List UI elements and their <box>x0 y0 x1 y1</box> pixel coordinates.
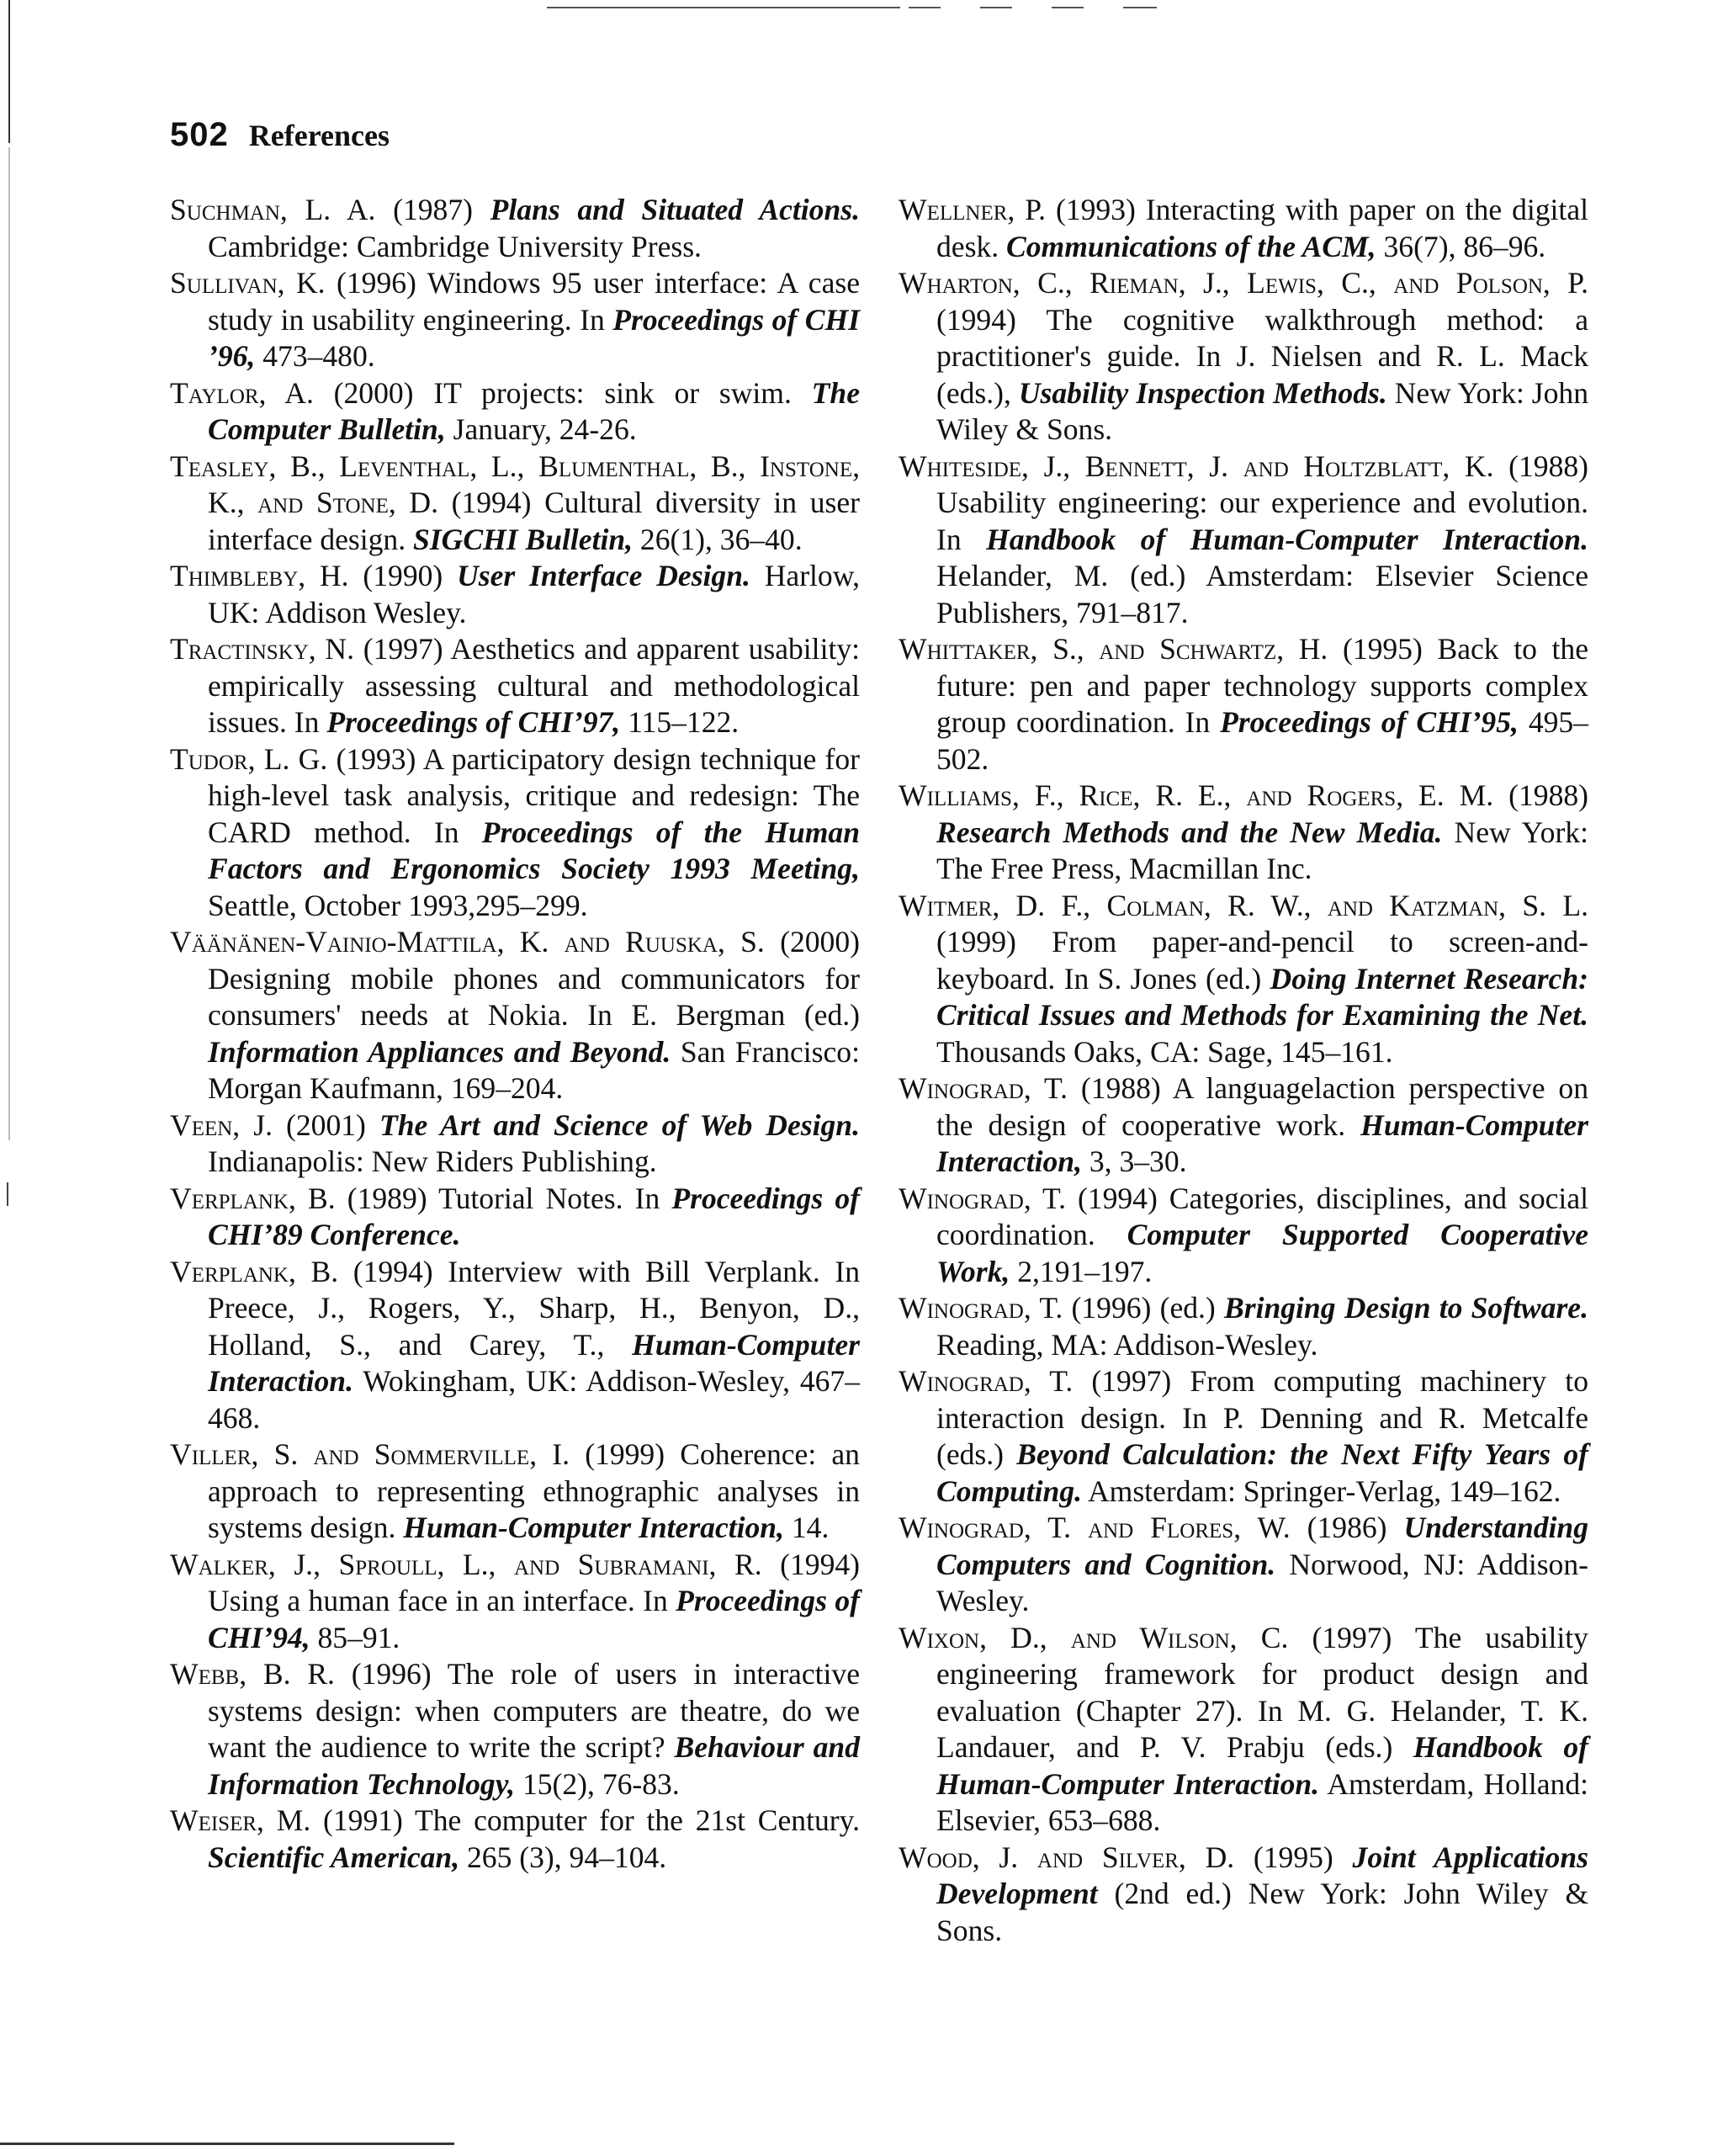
reference-article-title: Categories, disciplines, and social coordination. <box>936 1181 1588 1251</box>
reference-publisher: 26(1), 36–40. <box>639 522 803 556</box>
reference-author: Wixon, D., and Wilson, C. <box>899 1620 1289 1654</box>
reference-publication-title: Proceedings of CHI’89 Conference. <box>208 1181 860 1251</box>
scan-left-edge <box>8 147 10 1140</box>
reference-entry <box>170 1436 860 1547</box>
reference-publication-title: Scientific American, <box>208 1840 460 1874</box>
reference-publication-title: Research Methods and the New Media. <box>936 815 1443 849</box>
reference-year: (1986) <box>1307 1511 1387 1544</box>
reference-author: Tudor, L. G. <box>170 741 328 776</box>
reference-entry <box>170 1107 860 1181</box>
reference-publication-title: Behaviour and Information Technology, <box>208 1730 860 1801</box>
reference-publication-title: Proceedings of CHI’97, <box>326 705 621 739</box>
reference-article-title: Interview with Bill Verplank. In Preece, J., Rogers, Y., Sharp, H., Benyon, D., Holland, S., and Carey, T., <box>208 1254 860 1362</box>
scan-top-dash <box>1052 7 1084 8</box>
reference-author: Suchman, L. A. <box>170 193 376 226</box>
reference-publication-title: Computer Supported Cooperative Work, <box>936 1218 1588 1288</box>
reference-publisher: Cambridge: Cambridge University Press. <box>208 229 702 263</box>
reference-year: (1990) <box>363 559 443 592</box>
reference-publication-title: User Interface Design. <box>457 559 750 592</box>
reference-article-title: A languagelaction perspective on the design of cooperative work. <box>936 1071 1588 1142</box>
reference-author: Verplank, B. <box>170 1181 336 1215</box>
reference-author: Winograd, T. and Flores, W. <box>899 1511 1291 1544</box>
reference-entry <box>899 631 1588 778</box>
reference-article-title: IT projects: sink or swim. <box>433 375 792 410</box>
reference-article-title: Usability engineering: our experience and evolution. In <box>936 486 1588 556</box>
reference-entry <box>899 192 1588 265</box>
reference-year: (1995) <box>1342 632 1423 666</box>
reference-publication-title: SIGCHI Bulletin, <box>413 522 634 556</box>
reference-publisher: 36(7), 86–96. <box>1383 229 1546 263</box>
reference-author: Sullivan, K. <box>170 266 326 300</box>
reference-publisher: 115–122. <box>628 705 740 739</box>
reference-article-title: A participatory design technique for high-level task analysis, critique and redesign: The CARD method. In <box>208 741 861 849</box>
reference-author: Thimbleby, H. <box>170 559 349 592</box>
reference-publisher: 2,191–197. <box>1017 1254 1153 1288</box>
reference-publication-title: Joint Applications Development <box>936 1840 1588 1910</box>
reference-publisher: Thousands Oaks, CA: Sage, 145–161. <box>936 1034 1393 1069</box>
reference-year: (1987) <box>393 193 473 226</box>
reference-author: Tractinsky, N. <box>170 632 355 666</box>
reference-article-title: Cultural diversity in user interface design. <box>208 486 860 556</box>
reference-publication-title: Human-Computer Interaction. <box>208 1327 860 1398</box>
reference-publication-title: Doing Internet Research: Critical Issues and Methods for Examining the Net. <box>936 961 1588 1032</box>
reference-publication-title: Proceedings of CHI’94, <box>208 1584 860 1654</box>
reference-publication-title: Information Appliances and Beyond. <box>208 1034 671 1069</box>
reference-year: (1996) (ed.) <box>1071 1291 1216 1325</box>
reference-article-title: The role of users in interactive systems design: when computers are theatre, do we want the audience to write the script? <box>208 1657 860 1764</box>
reference-author: Weiser, M. <box>170 1803 311 1837</box>
reference-author: Webb, B. R. <box>170 1657 335 1691</box>
reference-article-title: Designing mobile phones and communicators for consumers' needs at Nokia. In E. Bergman (ed.) <box>208 961 860 1032</box>
reference-year: (1988) <box>1508 778 1588 812</box>
reference-year: (1988) <box>1080 1071 1161 1105</box>
reference-publisher: 265 (3), 94–104. <box>467 1840 667 1874</box>
reference-publisher: 15(2), 76-83. <box>522 1766 680 1801</box>
reference-year: (1993) <box>336 741 416 776</box>
reference-publication-title: Handbook of Human-Computer Interaction. <box>936 1730 1588 1801</box>
reference-publisher: New York: The Free Press, Macmillan Inc. <box>936 815 1588 885</box>
reference-author: Wellner, P. <box>899 193 1046 226</box>
reference-entry <box>899 265 1588 449</box>
reference-article-title: The computer for the 21st Century. <box>415 1803 860 1837</box>
reference-author: Whiteside, J., Bennett, J. and Holtzblatt, K. <box>899 449 1494 483</box>
reference-year: (1995) <box>1253 1840 1333 1874</box>
reference-publication-title: The Art and Science of Web Design. <box>379 1107 860 1142</box>
reference-entry <box>899 1070 1588 1181</box>
reference-publisher: 3, 3–30. <box>1089 1144 1187 1178</box>
scan-top-rule <box>547 7 900 8</box>
reference-entry <box>170 1181 860 1254</box>
reference-author: Wood, J. and Silver, D. <box>899 1840 1235 1874</box>
reference-author: Witmer, D. F., Colman, R. W., and Katzman, S. L. <box>899 888 1588 922</box>
right-reference-column <box>899 192 1588 1949</box>
reference-article-title: From computing machinery to interaction design. In P. Denning and R. Metcalfe (eds.) <box>936 1364 1588 1471</box>
reference-year: (1999) <box>585 1437 665 1471</box>
reference-author: Viller, S. and Sommerville, I. <box>170 1437 570 1471</box>
reference-entry <box>899 449 1588 632</box>
reference-publisher: Norwood, NJ: Addison-Wesley. <box>936 1547 1588 1617</box>
reference-article-title: From paper-and-pencil to screen-and-keyboard. In S. Jones (ed.) <box>936 925 1588 996</box>
reference-entry <box>170 631 860 741</box>
reference-publication-title: Understanding Computers and Cognition. <box>936 1511 1588 1581</box>
reference-publication-title: Beyond Calculation: the Next Fifty Years of Computing. <box>936 1437 1588 1508</box>
reference-publisher: 14. <box>791 1511 830 1544</box>
reference-author: Väänänen-Vainio-Mattila, K. and Ruuska, S. <box>170 925 765 959</box>
reference-article-title: Windows 95 user interface: A case study in usability engineering. In <box>208 266 860 337</box>
reference-publisher: Harlow, UK: Addison Wesley. <box>208 559 861 629</box>
reference-year: (1989) <box>347 1181 427 1215</box>
reference-entry <box>170 192 860 265</box>
reference-author: Winograd, T. <box>899 1291 1063 1325</box>
reference-year: (2000) <box>780 925 860 959</box>
reference-entry <box>899 1840 1588 1950</box>
reference-year: (1994) <box>780 1547 860 1581</box>
reference-publisher: New York: John Wiley & Sons. <box>936 375 1588 446</box>
reference-publisher: 473–480. <box>262 339 375 373</box>
reference-article-title: Back to the future: pen and paper technology supports complex group coordination. In <box>936 632 1588 739</box>
reference-year: (1988) <box>1508 449 1588 483</box>
reference-entry <box>170 1803 860 1876</box>
reference-article-title: Using a human face in an interface. In <box>208 1584 668 1617</box>
reference-publisher: (2nd ed.) New York: John Wiley & Sons. <box>936 1877 1588 1947</box>
reference-entry <box>899 1620 1588 1840</box>
reference-entry <box>170 375 860 449</box>
scan-top-dash <box>909 7 941 8</box>
reference-publisher: Amsterdam: Springer-Verlag, 149–162. <box>1087 1474 1561 1508</box>
reference-entry <box>170 924 860 1107</box>
reference-year: (1996) <box>337 266 416 300</box>
reference-publication-title: Proceedings of the Human Factors and Ergonomics Society 1993 Meeting, <box>208 815 860 885</box>
reference-author: Wharton, C., Rieman, J., Lewis, C., and Polson, P. <box>899 266 1588 300</box>
reference-publication-title: The Computer Bulletin, <box>208 375 860 446</box>
reference-year: (1991) <box>323 1803 403 1837</box>
reference-article-title: The cognitive walkthrough method: a practitioner's guide. In J. Nielsen and R. L. Mack (eds.), <box>936 302 1588 410</box>
reference-article-title: The usability engineering framework for product design and evaluation (Chapter 27). In M. G. Helander, T. K. Landauer, and P. V. Prabju (eds.) <box>936 1620 1588 1764</box>
scan-left-tick <box>7 1182 8 1206</box>
reference-year: (1996) <box>351 1657 432 1691</box>
reference-publisher: San Francisco: Morgan Kaufmann, 169–204. <box>208 1034 860 1105</box>
reference-publisher: Seattle, October 1993,295–299. <box>208 888 588 922</box>
reference-author: Walker, J., Sproull, L., and Subramani, R. <box>170 1547 762 1581</box>
reference-author: Taylor, A. <box>170 375 314 410</box>
reference-entry <box>170 265 860 375</box>
reference-author: Winograd, T. <box>899 1364 1074 1398</box>
left-reference-column <box>170 192 860 1876</box>
reference-year: (1997) <box>1091 1364 1172 1398</box>
reference-publisher: Amsterdam, Holland: Elsevier, 653–688. <box>936 1766 1588 1837</box>
reference-year: (1999) <box>936 925 1016 959</box>
reference-author: Whittaker, S., and Schwartz, H. <box>899 632 1328 666</box>
reference-author: Verplank, B. <box>170 1254 339 1288</box>
reference-publication-title: Proceedings of CHI ’96, <box>208 302 860 373</box>
reference-publisher: January, 24-26. <box>453 412 637 446</box>
reference-entry <box>170 558 860 631</box>
reference-author: Veen, J. <box>170 1107 273 1142</box>
reference-year: (1997) <box>1312 1620 1392 1654</box>
reference-publisher: Helander, M. (ed.) Amsterdam: Elsevier Science Publishers, 791–817. <box>936 559 1588 629</box>
reference-year: (2000) <box>333 375 414 410</box>
reference-publication-title: Bringing Design to Software. <box>1224 1291 1588 1325</box>
reference-year: (1993) <box>1055 193 1136 226</box>
reference-entry <box>899 1510 1588 1620</box>
reference-publisher: Reading, MA: Addison-Wesley. <box>936 1327 1318 1362</box>
reference-publication-title: Human-Computer Interaction, <box>936 1107 1588 1178</box>
reference-author: Williams, F., Rice, R. E., and Rogers, E. M. <box>899 778 1494 812</box>
reference-entry <box>899 1363 1588 1510</box>
scan-left-edge <box>8 0 10 143</box>
reference-entry <box>170 1656 860 1803</box>
reference-author: Teasley, B., Leventhal, L., Blumenthal, B., Instone, K., and Stone, D. <box>170 449 860 519</box>
reference-publication-title: Proceedings of CHI’95, <box>1220 705 1519 739</box>
reference-publication-title: Communications of the ACM, <box>1006 229 1376 263</box>
running-title: References <box>248 119 390 152</box>
reference-year: (2001) <box>286 1107 366 1142</box>
reference-entry <box>899 888 1588 1071</box>
reference-article-title: Coherence: an approach to representing ethnographic analyses in systems design. <box>208 1437 860 1544</box>
reference-entry <box>899 778 1588 888</box>
running-head <box>170 116 390 154</box>
reference-entry <box>170 449 860 559</box>
reference-publication-title: Handbook of Human-Computer Interaction. <box>986 522 1588 556</box>
reference-publisher: 495–502. <box>936 705 1588 776</box>
reference-publisher: Wokingham, UK: Addison-Wesley, 467–468. <box>208 1364 860 1435</box>
reference-publication-title: Plans and Situated Actions. <box>490 193 860 226</box>
page-number: 502 <box>170 116 229 153</box>
reference-publication-title: Usability Inspection Methods. <box>1018 375 1387 410</box>
scan-top-dash <box>980 7 1012 8</box>
reference-author: Winograd, T. <box>899 1181 1067 1215</box>
scan-bottom-rule <box>0 2143 454 2145</box>
reference-entry <box>170 1547 860 1657</box>
reference-year: (1994) <box>936 302 1016 337</box>
reference-publication-title: Human-Computer Interaction, <box>403 1511 784 1544</box>
reference-entry <box>170 1254 860 1437</box>
scan-top-dash <box>1123 7 1157 8</box>
reference-publisher: 85–91. <box>317 1620 400 1654</box>
reference-author: Winograd, T. <box>899 1071 1068 1105</box>
reference-publisher: Indianapolis: New Riders Publishing. <box>208 1144 657 1178</box>
reference-year: (1994) <box>1077 1181 1158 1215</box>
reference-year: (1994) <box>353 1254 433 1288</box>
reference-year: (1997) <box>363 632 443 666</box>
reference-year: (1994) <box>451 486 532 519</box>
reference-article-title: Tutorial Notes. In <box>438 1181 660 1215</box>
reference-article-title: Aesthetics and apparent usability: empirically assessing cultural and methodological issues. In <box>208 632 861 739</box>
reference-entry <box>170 741 860 925</box>
reference-article-title: Interacting with paper on the digital desk. <box>936 193 1588 263</box>
reference-entry <box>899 1290 1588 1363</box>
reference-entry <box>899 1181 1588 1291</box>
